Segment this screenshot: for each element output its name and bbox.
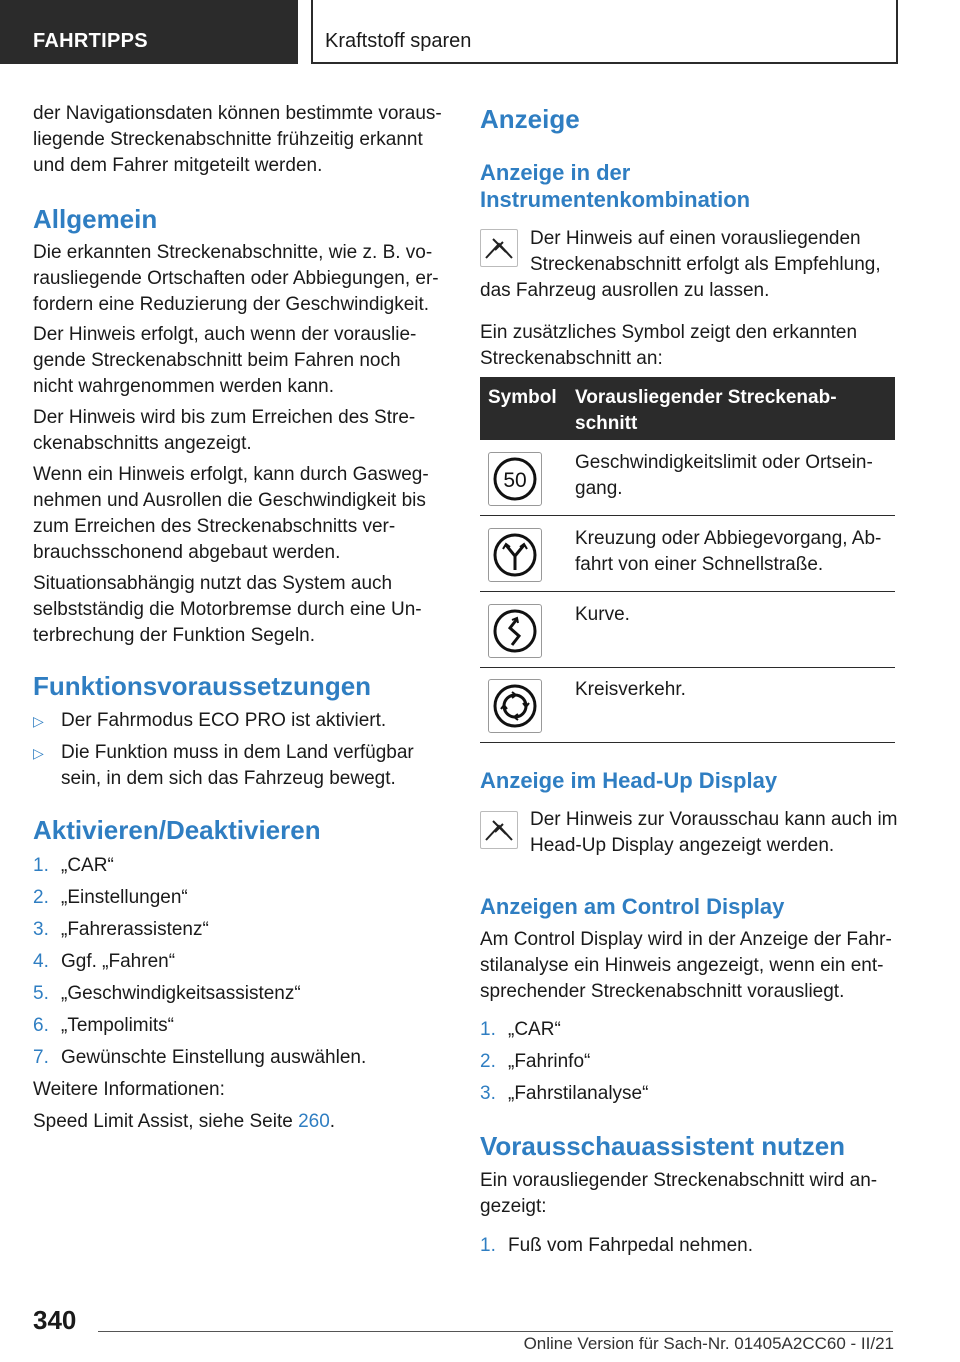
paragraph (33, 571, 443, 649)
paragraph (33, 240, 443, 318)
text-line: Kurve. (575, 604, 630, 625)
list-item (33, 885, 443, 911)
list-item (33, 949, 443, 975)
anticipation-hint-icon (480, 229, 518, 267)
list-text: „Geschwindigkeitsassistenz“ (61, 983, 301, 1004)
reference-text: Speed Limit Assist, siehe Seite (33, 1111, 299, 1132)
text-line: stilanalyse ein Hinweis angezeigt, wenn ein ent- (480, 955, 884, 976)
heading-head-up-display: Anzeige im Head-Up Display (480, 768, 778, 793)
text-line: gezeigt: (480, 1196, 547, 1217)
text-line: Der Hinweis erfolgt, auch wenn der vorauslie- (33, 324, 417, 345)
junction-icon (488, 528, 542, 582)
intro-paragraph (33, 101, 443, 179)
list-text: „Einstellungen“ (61, 887, 188, 908)
heading-funktionsvoraussetzungen: Funktionsvoraussetzungen (33, 671, 372, 701)
list-text: Fuß vom Fahrpedal nehmen. (508, 1235, 754, 1256)
paragraph (33, 462, 443, 566)
page-link[interactable]: 260 (298, 1111, 330, 1132)
speed-limit-50-icon (488, 452, 542, 506)
footer-text: Online Version für Sach-Nr. 01405A2CC60 - II/21 (523, 1334, 894, 1353)
text-line: Geschwindigkeitslimit oder Ortsein- (575, 452, 873, 473)
list-number: 1. (480, 1019, 496, 1040)
paragraph (480, 320, 898, 372)
list-number: 3. (480, 1083, 496, 1104)
list-text: „Fahrinfo“ (508, 1051, 591, 1072)
list-item (33, 917, 443, 943)
roundabout-icon (488, 679, 542, 733)
curve-icon (488, 604, 542, 658)
text-line: Kreisverkehr. (575, 679, 686, 700)
text-line: und dem Fahrer mitgeteilt werden. (33, 155, 323, 176)
list-text: Gewünschte Einstellung auswählen. (61, 1047, 367, 1068)
list-item (33, 853, 443, 879)
text-line: Ein zusätzliches Symbol zeigt den erkannten (480, 322, 858, 343)
paragraph (530, 807, 898, 859)
text-line: Situationsabhängig nutzt das System auch (33, 573, 393, 594)
table-header (480, 377, 895, 440)
text-line: Der Hinweis zur Vorausschau kann auch im (530, 809, 898, 830)
text-line: selbstständig die Motorbremse durch eine Un- (33, 599, 422, 620)
bullet-item (33, 708, 443, 734)
header-title-box (311, 0, 898, 64)
text-line: Head-Up Display angezeigt werden. (530, 835, 835, 856)
list-number: 6. (33, 1015, 49, 1036)
list-number: 4. (33, 951, 49, 972)
text-line: Kreuzung oder Abbiegevorgang, Ab- (575, 528, 882, 549)
list-item (480, 1233, 898, 1259)
row-text (575, 677, 890, 703)
text-line: Der Hinweis wird bis zum Erreichen des Stre- (33, 407, 416, 428)
list-number: 5. (33, 983, 49, 1004)
table-row (480, 592, 895, 668)
row-text (575, 450, 890, 502)
text-line: Streckenabschnitt an: (480, 348, 663, 369)
text-line: ckenabschnitts angezeigt. (33, 433, 252, 454)
footer-divider (98, 1331, 893, 1332)
table-row (480, 440, 895, 516)
paragraph (480, 927, 898, 1005)
row-text (575, 602, 890, 628)
list-item (33, 1013, 443, 1039)
text-line: fordern eine Reduzierung der Geschwindigkeit. (33, 294, 430, 315)
list-item (480, 1017, 898, 1043)
text-line: Ein vorausliegender Streckenabschnitt wird an- (480, 1170, 878, 1191)
text-line: Am Control Display wird in der Anzeige der Fahr- (480, 929, 892, 950)
text-line: Die erkannten Streckenabschnitte, wie z. B. vo- (33, 242, 433, 263)
list-item (33, 981, 443, 1007)
header-section-label: FAHRTIPPS (33, 30, 148, 52)
list-number: 2. (33, 887, 49, 908)
list-text: „CAR“ (61, 855, 114, 876)
reference-period: . (329, 1111, 336, 1132)
bullet-item (33, 740, 443, 792)
list-number: 1. (33, 855, 49, 876)
text-line: brauchsschonend abgebaut werden. (33, 542, 341, 563)
list-text: Ggf. „Fahren“ (61, 951, 176, 972)
row-text (575, 526, 890, 578)
bullet-text: sein, in dem sich das Fahrzeug bewegt. (61, 768, 396, 789)
text-line: liegende Streckenabschnitte frühzeitig erkannt (33, 129, 423, 150)
heading-vorausschauassistent: Vorausschauassistent nutzen (480, 1131, 846, 1161)
heading-line: Anzeige in der (480, 160, 631, 185)
text-line: sprechender Streckenabschnitt vorausliegt. (480, 981, 845, 1002)
list-item (480, 1049, 898, 1075)
header-line: schnitt (575, 413, 638, 434)
text-line: gang. (575, 478, 623, 499)
bullet-text: Der Fahrmodus ECO PRO ist aktiviert. (61, 710, 387, 731)
text-line: das Fahrzeug ausrollen zu lassen. (480, 280, 770, 301)
list-number: 1. (480, 1235, 496, 1256)
column-header-section (575, 385, 885, 437)
heading-instrumentenkombination (480, 159, 898, 213)
bullet-text: Die Funktion muss in dem Land verfügbar (61, 742, 414, 763)
reference-line (33, 1109, 443, 1135)
bullet-triangle-icon: ▷ (33, 745, 44, 761)
list-text: „Fahrstilanalyse“ (508, 1083, 649, 1104)
list-number: 7. (33, 1047, 49, 1068)
column-header-symbol: Symbol (488, 387, 557, 408)
list-item (33, 1045, 443, 1071)
text-line: nicht wahrgenommen werden kann. (33, 376, 335, 397)
text-line: gende Streckenabschnitt beim Fahren noch (33, 350, 401, 371)
header-section-tab (0, 0, 298, 64)
list-text: „CAR“ (508, 1019, 561, 1040)
heading-anzeige: Anzeige (480, 104, 580, 134)
list-text: „Tempolimits“ (61, 1015, 174, 1036)
text-line: nehmen und Ausrollen die Geschwindigkeit bis (33, 490, 426, 511)
text-line: der Navigationsdaten können bestimmte voraus- (33, 103, 442, 124)
anticipation-hint-icon (480, 811, 518, 849)
list-item (480, 1081, 898, 1107)
text-line: terbrechung der Funktion Segeln. (33, 625, 316, 646)
table-row (480, 667, 895, 743)
heading-control-display: Anzeigen am Control Display (480, 894, 785, 919)
text-line: rausliegende Ortschaften oder Abbiegungen, er- (33, 268, 439, 289)
heading-line: Instrumentenkombination (480, 187, 751, 212)
header-title: Kraftstoff sparen (325, 30, 472, 52)
heading-aktivieren: Aktivieren/Deaktivieren (33, 815, 321, 845)
paragraph (480, 1168, 898, 1220)
list-number: 3. (33, 919, 49, 940)
table-row (480, 516, 895, 592)
page-number: 340 (33, 1305, 77, 1335)
header-line: Vorausliegender Streckenab- (575, 387, 837, 408)
bullet-triangle-icon: ▷ (33, 713, 44, 729)
text-line: Wenn ein Hinweis erfolgt, kann durch Gasweg- (33, 464, 429, 485)
paragraph (530, 226, 898, 278)
weitere-informationen: Weitere Informationen: (33, 1079, 225, 1100)
heading-allgemein: Allgemein (33, 204, 158, 234)
paragraph (33, 322, 443, 400)
text-line: fahrt von einer Schnellstraße. (575, 554, 824, 575)
text-line: Der Hinweis auf einen vorausliegenden (530, 228, 861, 249)
text-line: zum Erreichen des Streckenabschnitts ver- (33, 516, 396, 537)
svg-text:50: 50 (503, 469, 527, 492)
paragraph (33, 405, 443, 457)
list-number: 2. (480, 1051, 496, 1072)
list-text: „Fahrerassistenz“ (61, 919, 209, 940)
text-line: Streckenabschnitt erfolgt als Empfehlung, (530, 254, 881, 275)
